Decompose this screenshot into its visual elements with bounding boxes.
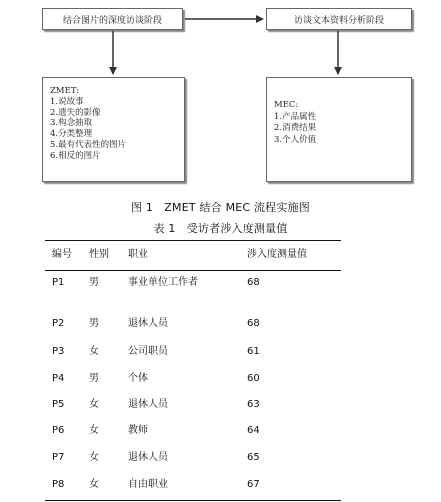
- flow-box-interview-stage-label: 结合图片的深度访谈阶段: [62, 15, 162, 26]
- mec-step: 3.个人价值: [274, 134, 317, 145]
- table-header-rule: [45, 270, 341, 271]
- table-cell-value: 65: [247, 452, 260, 463]
- table-cell-gender: 女: [89, 452, 99, 463]
- zmet-step: 6.相反的图片: [50, 150, 101, 161]
- figure-caption: 图 1 ZMET 结合 MEC 流程实施图: [130, 201, 310, 214]
- zmet-step: 4.分类整理: [50, 129, 93, 140]
- table-cell-gender: 女: [89, 425, 99, 436]
- table-cell-value: 64: [247, 425, 260, 436]
- table-cell-value: 60: [247, 373, 260, 384]
- table-cell-value: 67: [247, 479, 260, 490]
- table-cell-occupation: 退休人员: [128, 399, 168, 410]
- zmet-step: 5.最有代表性的图片: [50, 139, 127, 150]
- table-header-occupation: 职业: [128, 249, 148, 260]
- table-cell-gender: 女: [89, 346, 99, 357]
- zmet-step: 2.遗失的影像: [50, 107, 101, 118]
- mec-title: MEC:: [274, 100, 299, 110]
- table-header-involvement: 涉入度测量值: [247, 249, 307, 260]
- flow-arrows: [0, 0, 441, 200]
- flow-box-analysis-stage-label: 访谈文本资料分析阶段: [293, 15, 384, 26]
- table-cell-occupation: 公司职员: [128, 346, 168, 357]
- table-cell-occupation: 事业单位工作者: [128, 277, 198, 288]
- table-cell-id: P1: [52, 277, 65, 288]
- table-cell-id: P8: [52, 479, 65, 490]
- table-cell-value: 68: [247, 277, 260, 288]
- table-cell-id: P2: [52, 318, 65, 329]
- table-cell-gender: 男: [89, 373, 99, 384]
- table-cell-value: 63: [247, 399, 260, 410]
- table-cell-id: P3: [52, 346, 65, 357]
- table-cell-value: 68: [247, 318, 260, 329]
- zmet-step: 1.说故事: [50, 96, 84, 107]
- mec-step: 1.产品属性: [274, 111, 317, 122]
- table-header-id: 编号: [52, 249, 72, 260]
- table-cell-id: P4: [52, 373, 65, 384]
- table-top-rule: [45, 240, 341, 241]
- table-cell-gender: 女: [89, 399, 99, 410]
- table-cell-occupation: 退休人员: [128, 318, 168, 329]
- zmet-title: ZMET:: [50, 86, 80, 96]
- table-cell-gender: 男: [89, 318, 99, 329]
- table-cell-value: 61: [247, 346, 260, 357]
- table-cell-id: P5: [52, 399, 65, 410]
- table-cell-occupation: 个体: [128, 373, 148, 384]
- table-cell-occupation: 教师: [128, 425, 148, 436]
- mec-step: 2.消费结果: [274, 123, 317, 133]
- table-cell-occupation: 自由职业: [128, 479, 168, 490]
- table-cell-gender: 女: [89, 479, 99, 490]
- table-cell-gender: 男: [89, 277, 99, 288]
- table-cell-id: P6: [52, 425, 65, 436]
- table-bottom-rule: [45, 500, 341, 501]
- table-cell-id: P7: [52, 452, 65, 463]
- table-cell-occupation: 退休人员: [128, 452, 168, 463]
- zmet-step: 3.构念抽取: [50, 118, 93, 129]
- table-header-gender: 性别: [89, 249, 109, 260]
- table-caption: 表 1 受访者涉入度测量值: [153, 222, 288, 235]
